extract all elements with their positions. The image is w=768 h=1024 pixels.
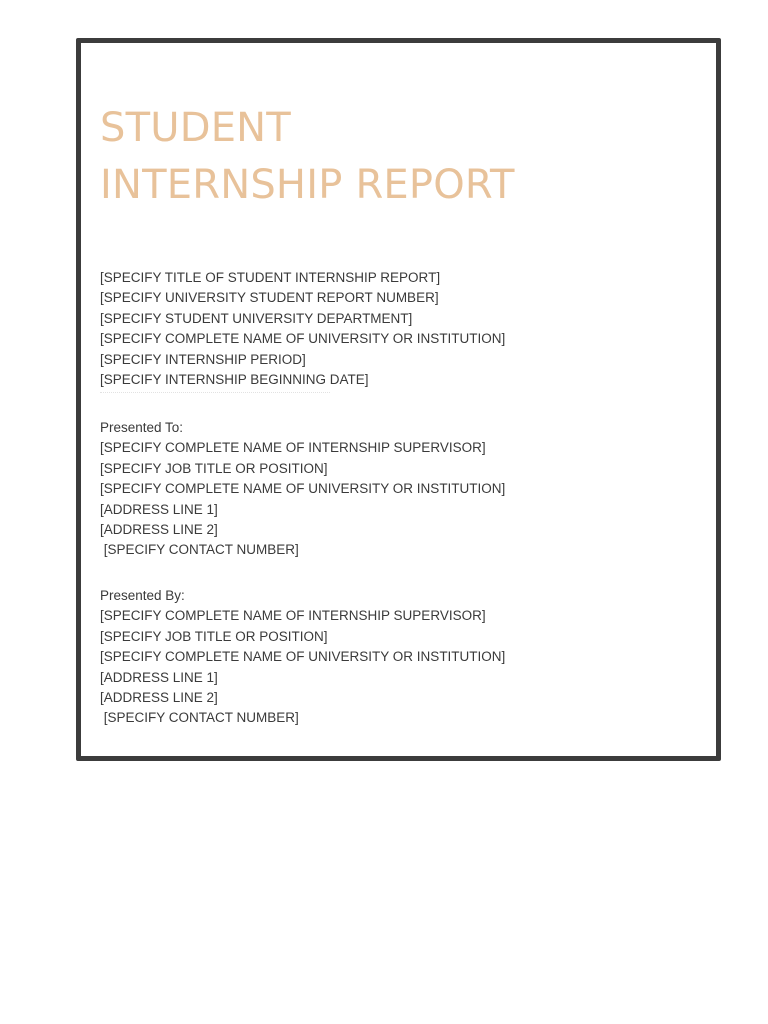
presented-by-supervisor-name: [SPECIFY COMPLETE NAME OF INTERNSHIP SUPERVISOR] <box>100 608 486 624</box>
report-info-block <box>100 268 505 390</box>
presented-to-heading: Presented To: <box>100 420 184 435</box>
presented-by-heading: Presented By: <box>100 588 185 603</box>
report-number-field: [SPECIFY UNIVERSITY STUDENT REPORT NUMBER] <box>100 290 439 306</box>
beginning-date-field: [SPECIFY INTERNSHIP BEGINNING DATE] <box>100 372 369 388</box>
presented-to-contact-number: [SPECIFY CONTACT NUMBER] <box>100 542 299 558</box>
presented-to-address-line-1: [ADDRESS LINE 1] <box>100 501 218 517</box>
presented-to-job-title: [SPECIFY JOB TITLE OR POSITION] <box>100 460 328 476</box>
presented-by-job-title: [SPECIFY JOB TITLE OR POSITION] <box>100 628 328 644</box>
report-title <box>100 100 515 214</box>
clipped-text-line <box>100 392 330 397</box>
university-field: [SPECIFY COMPLETE NAME OF UNIVERSITY OR INSTITUTION] <box>100 331 506 347</box>
internship-period-field: [SPECIFY INTERNSHIP PERIOD] <box>100 351 306 367</box>
presented-by-university: [SPECIFY COMPLETE NAME OF UNIVERSITY OR INSTITUTION] <box>100 649 506 665</box>
presented-by-block <box>100 586 505 729</box>
report-title-field: [SPECIFY TITLE OF STUDENT INTERNSHIP REPORT] <box>100 270 441 285</box>
department-field: [SPECIFY STUDENT UNIVERSITY DEPARTMENT] <box>100 310 413 326</box>
presented-to-address-line-2: [ADDRESS LINE 2] <box>100 522 218 538</box>
presented-to-university: [SPECIFY COMPLETE NAME OF UNIVERSITY OR INSTITUTION] <box>100 481 506 497</box>
report-title-line-1: STUDENT <box>100 105 291 151</box>
presented-by-address-line-1: [ADDRESS LINE 1] <box>100 669 218 685</box>
presented-to-block <box>100 418 505 561</box>
presented-by-contact-number: [SPECIFY CONTACT NUMBER] <box>100 710 299 726</box>
presented-to-supervisor-name: [SPECIFY COMPLETE NAME OF INTERNSHIP SUPERVISOR] <box>100 440 486 456</box>
report-title-line-2: INTERNSHIP REPORT <box>100 162 515 208</box>
presented-by-address-line-2: [ADDRESS LINE 2] <box>100 690 218 706</box>
